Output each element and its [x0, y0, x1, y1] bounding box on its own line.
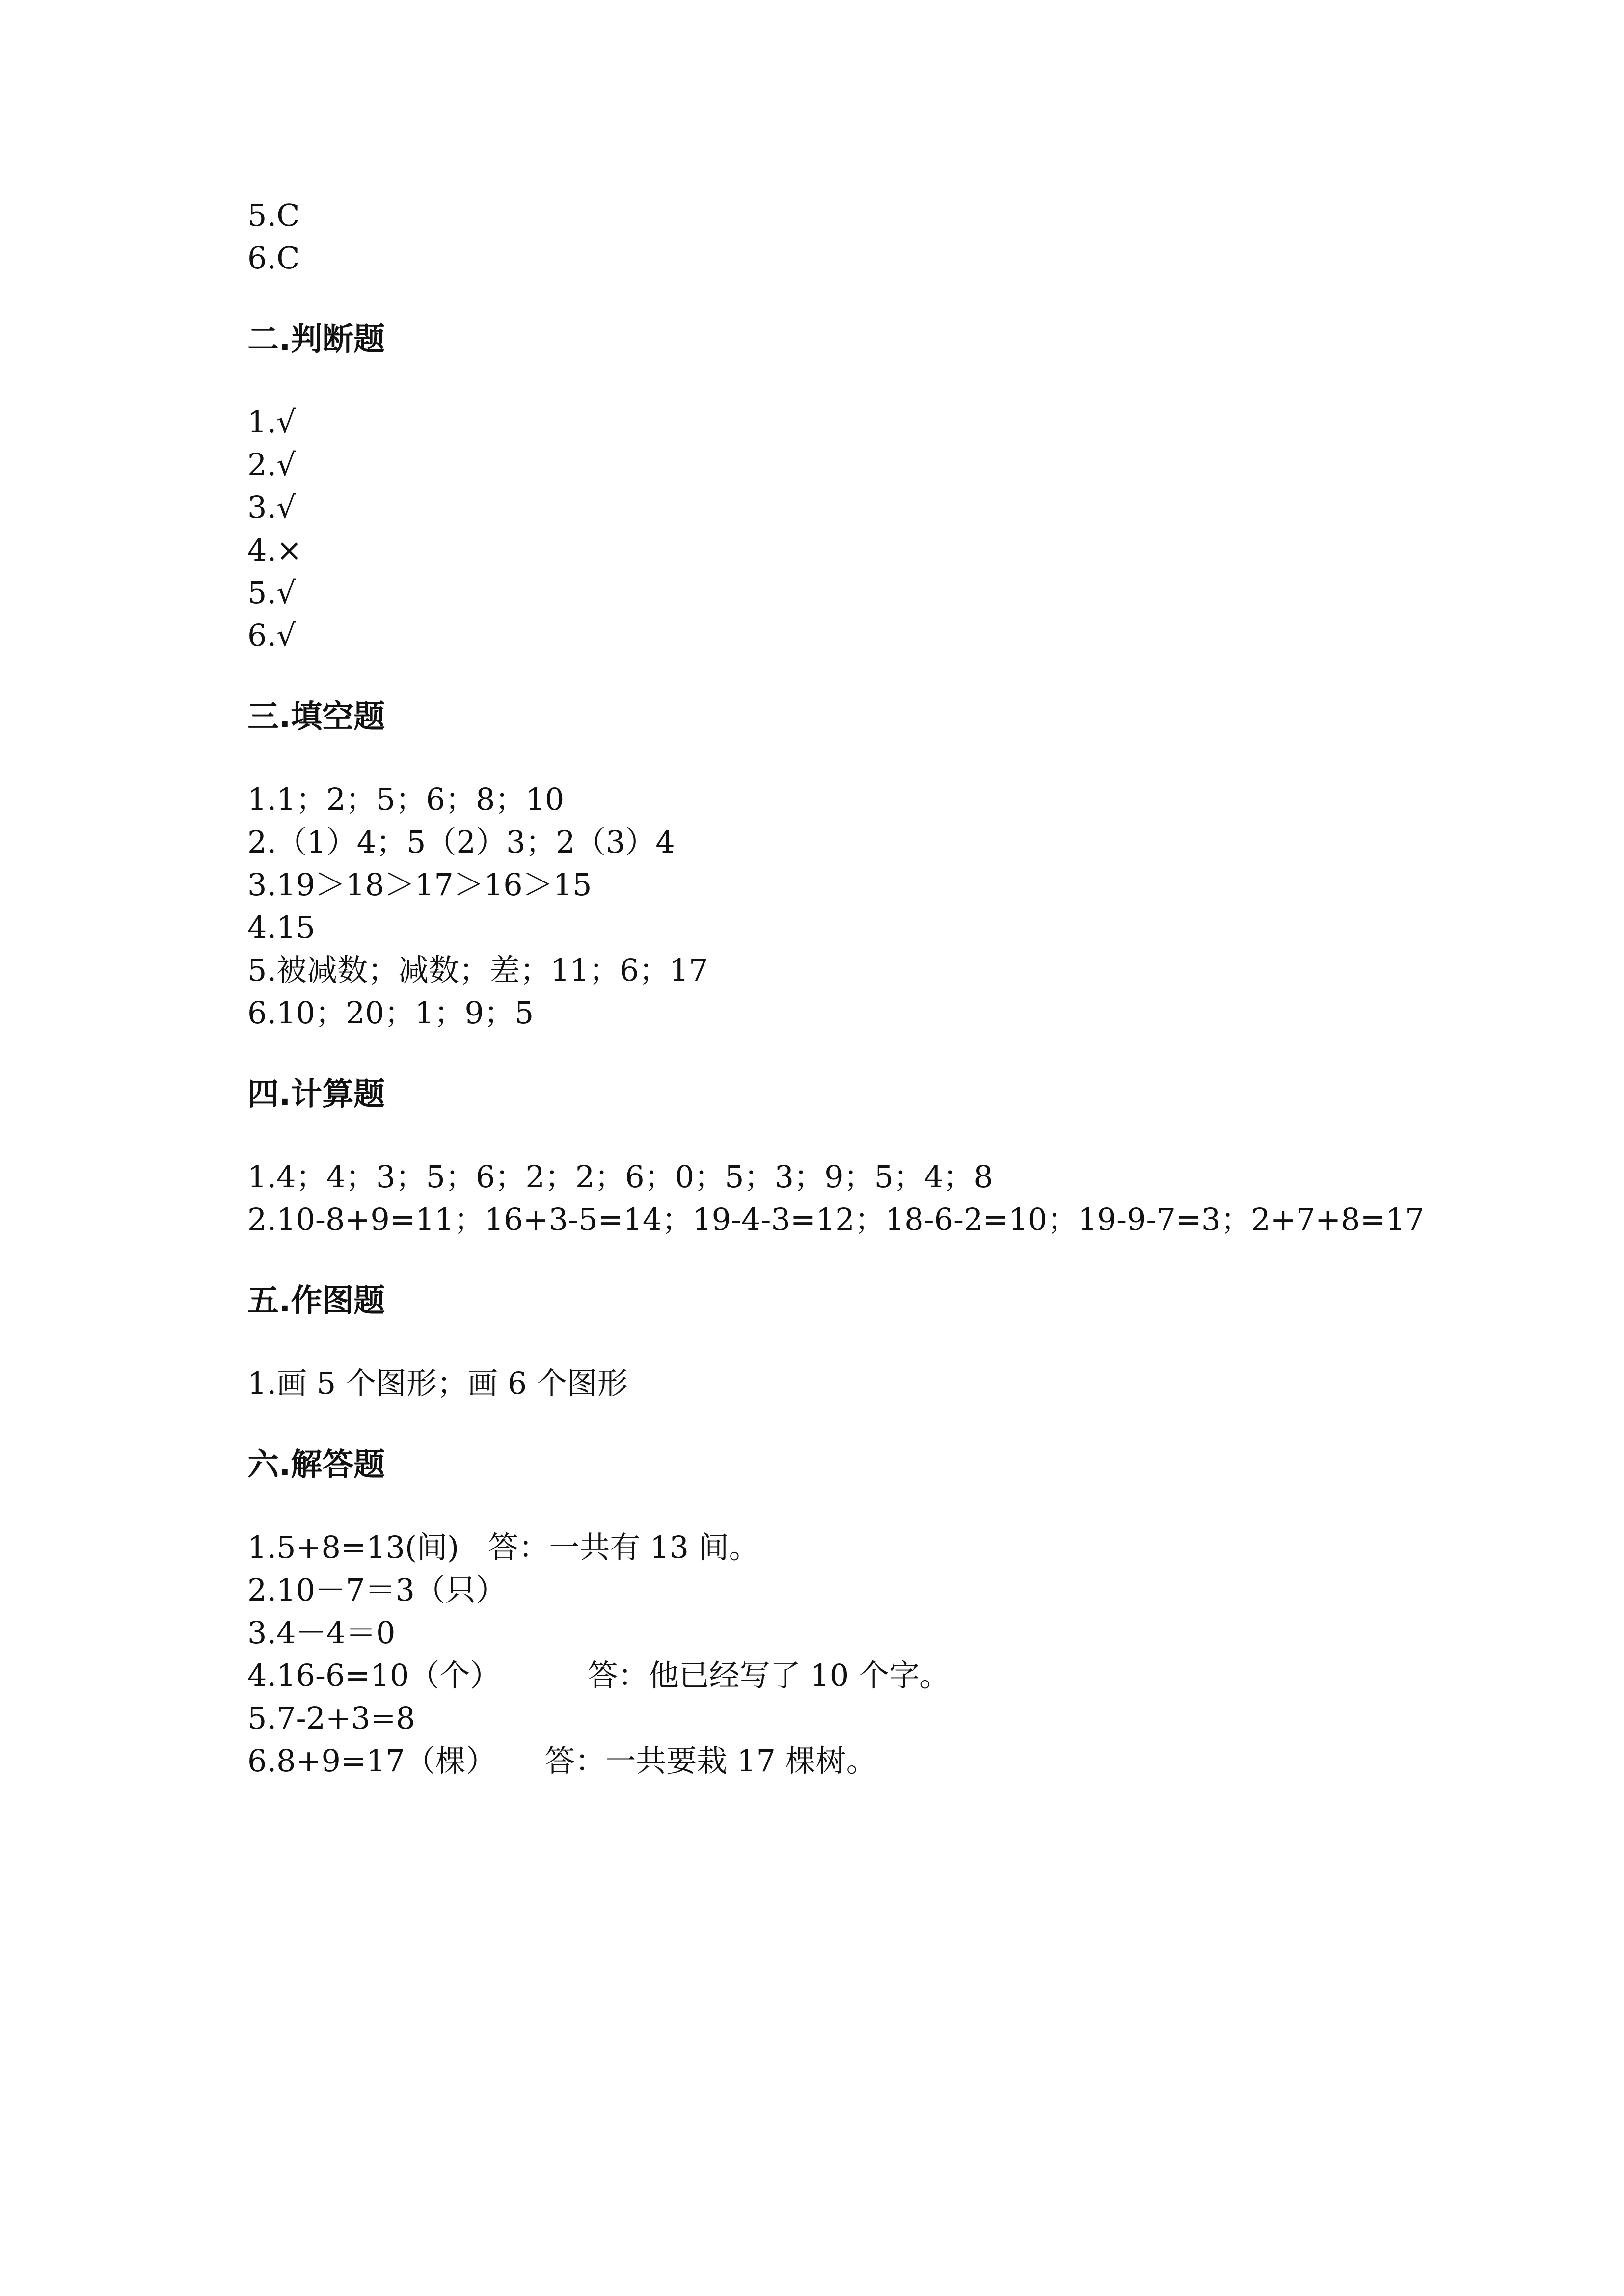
answer-line: 6.8+9=17（棵） 答：一共要栽 17 棵树。 — [247, 1743, 877, 1779]
section-title-calculation: 四.计算题 — [247, 1076, 385, 1113]
answer-line: 3.19＞18＞17＞16＞15 — [247, 867, 592, 903]
section-title-judgement: 二.判断题 — [247, 321, 385, 358]
answer-line: 1.√ — [247, 404, 296, 440]
section-word-problem-answers — [247, 1526, 1377, 1782]
answer-line: 2.√ — [247, 447, 296, 482]
answer-line: 4.16-6=10（个） 答：他已经写了 10 个字。 — [247, 1657, 950, 1693]
answer-line: 4.15 — [247, 909, 316, 945]
section-calculation-answers — [247, 1155, 1425, 1241]
answer-line: 5.被减数；减数；差；11；6；17 — [247, 952, 708, 988]
answer-line: 1.5+8=13(间) 答：一共有 13 间。 — [247, 1529, 759, 1565]
answer-line: 3.4－4＝0 — [247, 1615, 396, 1651]
answer-line: 1.画 5 个图形；画 6 个图形 — [247, 1365, 628, 1401]
section-title-drawing: 五.作图题 — [247, 1283, 385, 1319]
section-judgement-answers — [247, 400, 1377, 657]
answer-line: 5.C — [247, 197, 300, 233]
answer-line: 3.√ — [247, 489, 296, 525]
section-fill-blank-answers — [247, 778, 1377, 1034]
answer-line: 6.√ — [247, 617, 296, 653]
answer-line: 4.× — [247, 532, 302, 568]
answer-line: 1.4；4；3；5；6；2；2；6；0；5；3；9；5；4；8 — [247, 1159, 993, 1195]
answer-line: 5.7-2+3=8 — [247, 1700, 415, 1736]
answer-line: 5.√ — [247, 575, 296, 611]
answer-line: 2.10－7＝3（只） — [247, 1572, 506, 1608]
answer-line: 6.10；20；1；9；5 — [247, 995, 534, 1031]
answer-line: 2.（1）4；5（2）3；2（3）4 — [247, 824, 675, 860]
answer-line: 6.C — [247, 240, 300, 276]
answer-sheet — [247, 194, 1425, 1782]
section-drawing-answers — [247, 1362, 1377, 1405]
section-title-word-problems: 六.解答题 — [247, 1447, 385, 1483]
answer-line: 1.1；2；5；6；8；10 — [247, 781, 565, 817]
answer-line: 2.10-8+9=11；16+3-5=14；19-4-3=12；18-6-2=10；19-9-7=3；2+7+8=17 — [247, 1201, 1425, 1237]
section-title-fill-blank: 三.填空题 — [247, 699, 385, 735]
top-answer-list — [247, 194, 1377, 279]
